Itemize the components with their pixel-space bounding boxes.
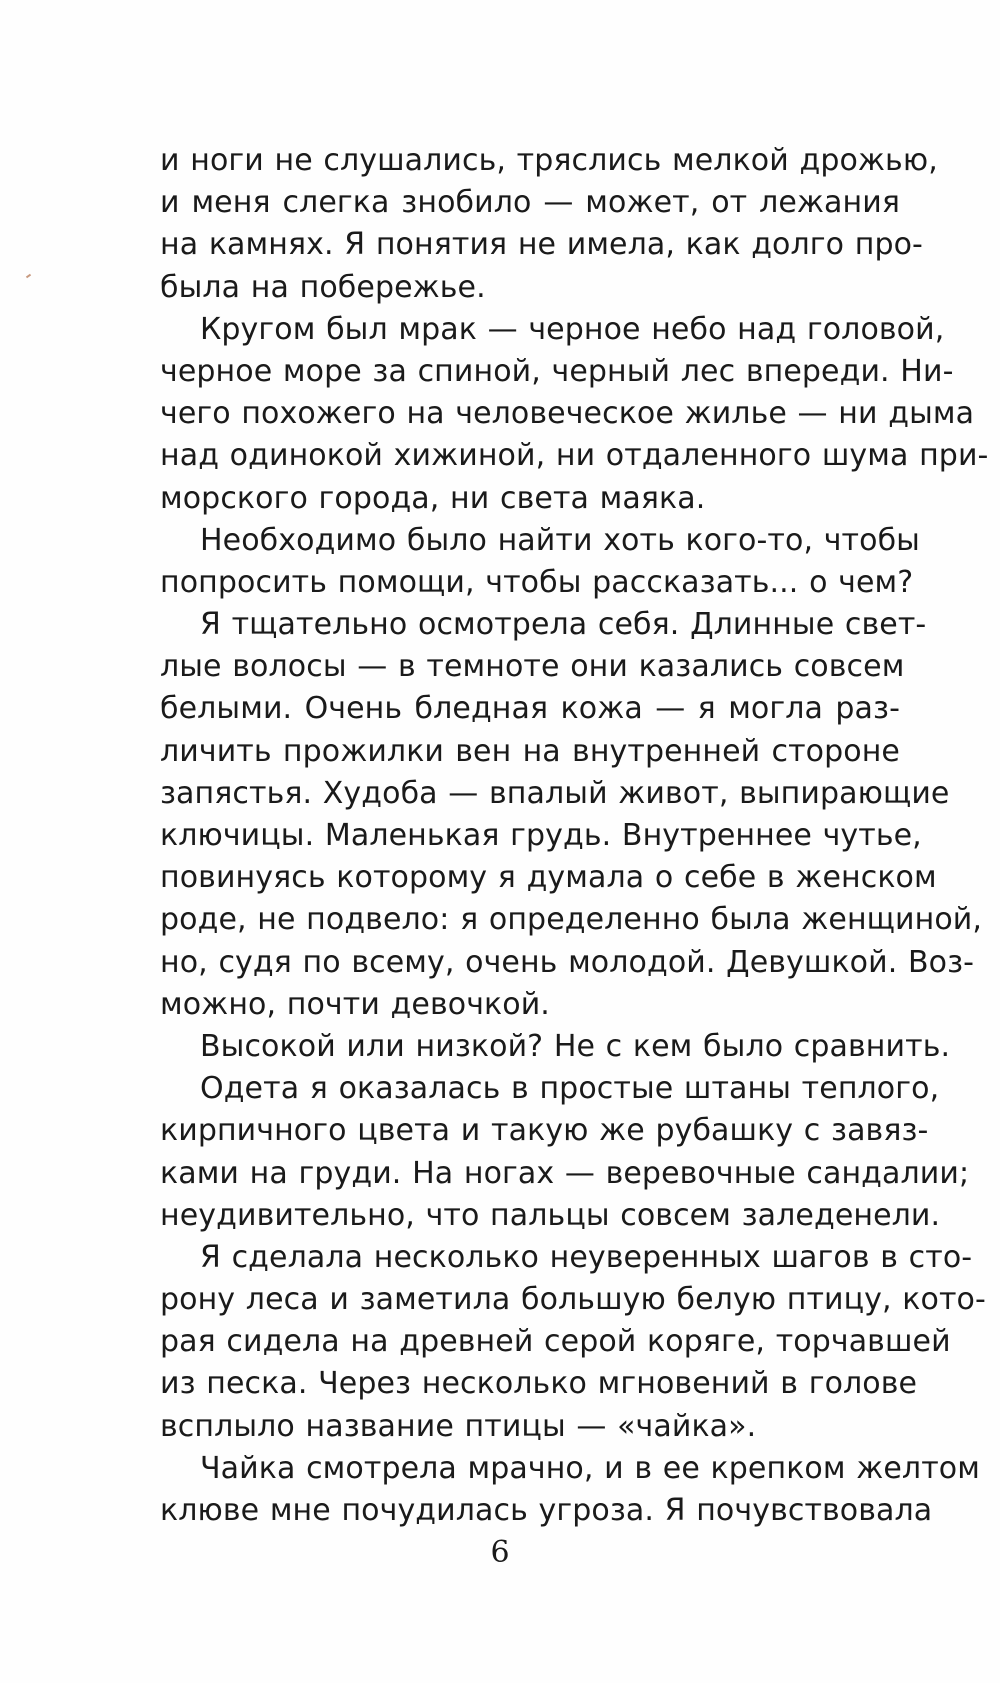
text-line: белыми. Очень бледная кожа — я могла раз- xyxy=(160,691,900,727)
text-line: и меня слегка знобило — может, от лежания xyxy=(160,185,900,221)
text-line: из песка. Через несколько мгновений в голове xyxy=(160,1366,918,1402)
text-line: рону леса и заметила большую белую птицу, кото- xyxy=(160,1282,986,1318)
text-line: и ноги не слушались, тряслись мелкой дрожью, xyxy=(160,143,938,178)
text-line: запястья. Худоба — впалый живот, выпирающие xyxy=(160,775,950,811)
text-line: ками на груди. На ногах — веревочные сандалии; xyxy=(160,1155,970,1191)
text-line: морского города, ни света маяка. xyxy=(160,480,706,516)
text-line: чего похожего на человеческое жилье — ни дыма xyxy=(160,396,975,432)
text-line: роде, не подвело: я определенно была женщиной, xyxy=(160,902,983,938)
text-line: ключицы. Маленькая грудь. Внутреннее чутье, xyxy=(160,818,922,853)
text-line: всплыло название птицы — «чайка». xyxy=(160,1408,757,1444)
text-line: Я тщательно осмотрела себя. Длинные свет- xyxy=(200,607,927,643)
text-line: рая сидела на древней серой коряге, торчавшей xyxy=(160,1324,951,1360)
text-line: на камнях. Я понятия не имела, как долго про- xyxy=(160,227,923,263)
text-line: Кругом был мрак — черное небо над головой, xyxy=(200,311,945,347)
text-line: Одета я оказалась в простые штаны теплого, xyxy=(200,1071,940,1107)
text-line: была на побережье. xyxy=(160,269,486,305)
page-number: 6 xyxy=(490,1535,510,1570)
text-line: попросить помощи, чтобы рассказать... о чем? xyxy=(160,564,914,600)
body-text xyxy=(160,140,989,1532)
text-line: но, судя по всему, очень молодой. Девушкой. Воз- xyxy=(160,944,975,980)
text-line: личить прожилки вен на внутренней стороне xyxy=(160,733,900,769)
text-line: над одинокой хижиной, ни отдаленного шума при- xyxy=(160,438,989,474)
text-line: повинуясь которому я думала о себе в женском xyxy=(160,860,937,896)
text-line: Высокой или низкой? Не с кем было сравнить. xyxy=(200,1028,951,1064)
text-line: кирпичного цвета и такую же рубашку с завяз- xyxy=(160,1113,929,1149)
scan-speck xyxy=(26,274,31,279)
text-line: можно, почти девочкой. xyxy=(160,986,550,1022)
text-line: Необходимо было найти хоть кого-то, чтобы xyxy=(200,522,920,558)
text-line: клюве мне почудилась угроза. Я почувствовала xyxy=(160,1493,933,1528)
text-line: неудивительно, что пальцы совсем заледенели. xyxy=(160,1197,941,1233)
text-line: черное море за спиной, черный лес впереди. Ни- xyxy=(160,353,954,389)
text-line: Я сделала несколько неуверенных шагов в сто- xyxy=(200,1239,973,1275)
text-line: Чайка смотрела мрачно, и в ее крепком желтом xyxy=(200,1450,980,1486)
text-line: лые волосы — в темноте они казались совсем xyxy=(160,649,905,685)
